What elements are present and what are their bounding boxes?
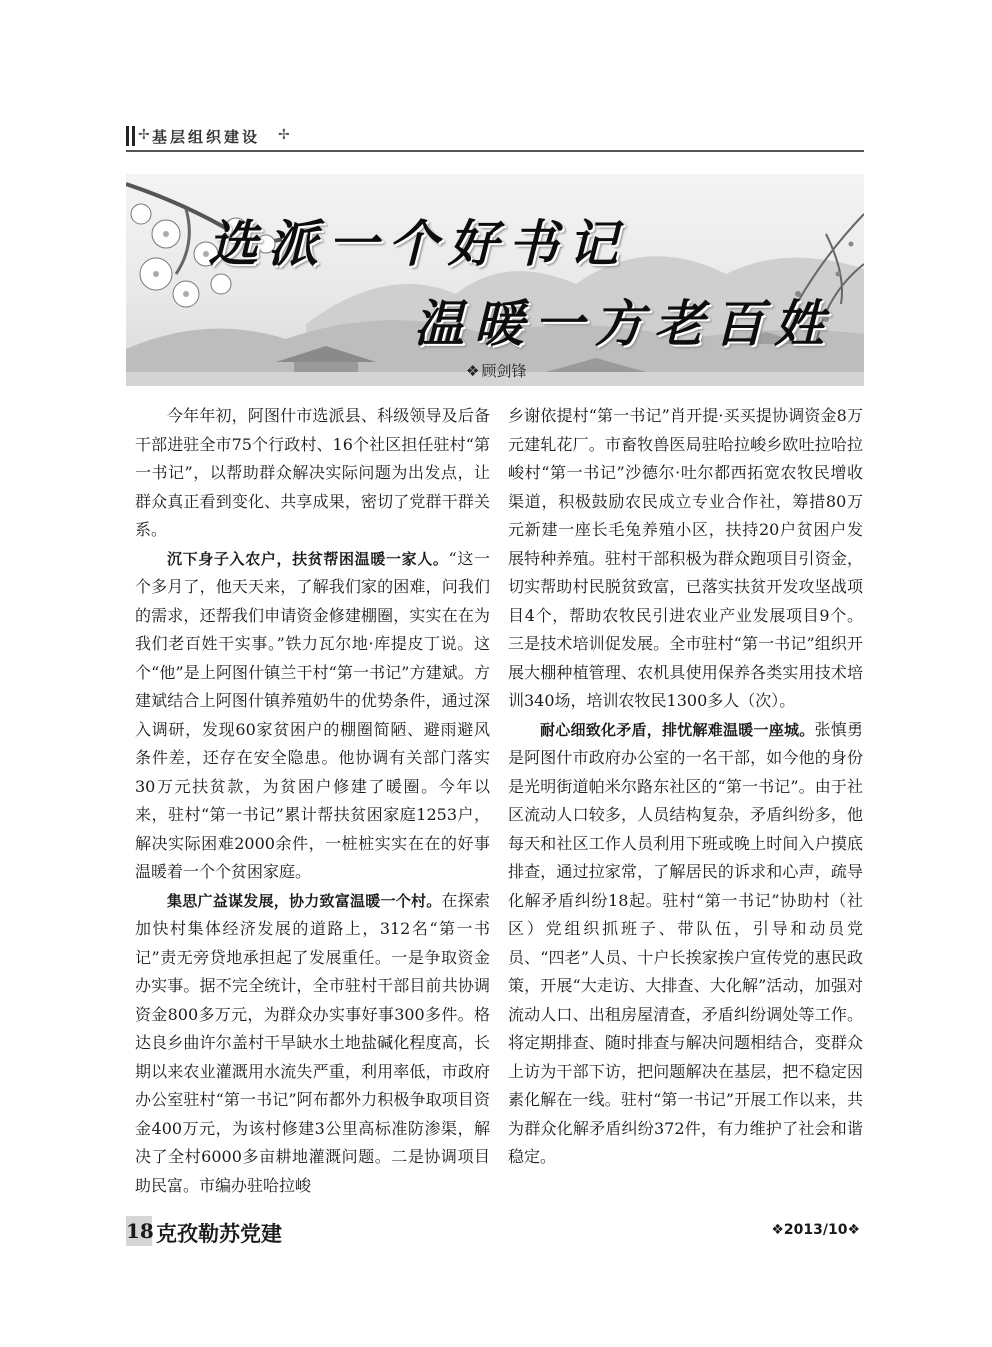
section-divider [126, 150, 864, 152]
paragraph [508, 402, 863, 716]
title-banner [126, 174, 864, 386]
section-label: 基层组织建设 [152, 128, 261, 146]
paragraph-lead: 集思广益谋发展，协力致富温暖一个村。 [167, 891, 442, 910]
article-column-left [135, 402, 490, 1200]
journal-title: 克孜勒苏党建 [156, 1221, 282, 1246]
article-title-line-1: 选派一个好书记 [208, 214, 628, 273]
paragraph [135, 887, 490, 1201]
author-byline [466, 360, 526, 381]
paragraph-text: 乡谢依提村“第一书记”肖开提·买买提协调资金8万元建轧花厂。市畜牧兽医局驻哈拉峻乡欧吐拉哈拉峻村“第一书记”沙德尔·吐尔都西拓宽农牧民增收渠道，积极鼓励农民成立专业合作社，筹措80万元新建一座长毛兔养殖小区，扶持20户贫困户发展特种养殖。驻村干部积极为群众跑项目引资金，切实帮助村民脱贫致富，已落实扶贫开发攻坚战项目4个，帮助农牧民引进农业产业发展项目9个。三是技术培训促发展。全市驻村“第一书记”组织开展大棚种植管理、农机具使用保养各类实用技术培训340场，培训农牧民1300多人（次）。 [508, 406, 863, 710]
paragraph [135, 545, 490, 887]
paragraph [135, 402, 490, 545]
paragraph [508, 716, 863, 1172]
diamond-icon: ❖ [466, 362, 480, 380]
page-footer [126, 1216, 864, 1252]
paragraph-lead: 耐心细致化矛盾，排忧解难温暖一座城。 [540, 720, 815, 739]
page-number: 18 [126, 1216, 152, 1246]
star-icon: ✢ [278, 127, 290, 143]
author-name: 顾剑锋 [481, 362, 527, 380]
issue-label: ❖2013/10❖ [771, 1222, 860, 1238]
paragraph-text: 今年年初，阿图什市选派县、科级领导及后备干部进驻全市75个行政村、16个社区担任驻村“第一书记”，以帮助群众解决实际问题为出发点，让群众真正看到变化、共享成果，密切了党群干群关系。 [135, 406, 490, 539]
section-header [126, 124, 864, 154]
article-title-line-2: 温暖一方老百姓 [414, 294, 834, 353]
section-marker-bar [126, 126, 135, 146]
paragraph-text: “这一个多月了，他天天来，了解我们家的困难，问我们的需求，还帮我们申请资金修建棚圈，实实在在为我们老百姓干实事。”铁力瓦尔地·库提皮丁说。这个“他”是上阿图什镇兰干村“第一书记”方建斌。方建斌结合上阿图什镇养殖奶牛的优势条件，通过深入调研，发现60家贫困户的棚圈简陋、避雨避风条件差，还存在安全隐患。他协调有关部门落实30万元扶贫款，为贫困户修建了暖圈。今年以来，驻村“第一书记”累计帮扶贫困家庭1253户，解决实际困难2000余件，一桩桩实实在在的好事温暖着一个个贫困家庭。 [135, 548, 490, 881]
article-column-right [508, 402, 863, 1172]
paragraph-text: 张慎勇是阿图什市政府办公室的一名干部，如今他的身份是光明街道帕米尔路东社区的“第一书记”。由于社区流动人口较多，人员结构复杂，矛盾纠纷多，他每天和社区工作人员利用下班或晚上时间入户摸底排查，通过拉家常，了解居民的诉求和心声，疏导化解矛盾纠纷18起。驻村“第一书记”协助村（社区）党组织抓班子、带队伍，引导和动员党员、“四老”人员、十户长挨家挨户宣传党的惠民政策，开展“大走访、大排查、大化解”活动，加强对流动人口、出租房屋清查，矛盾纠纷调处等工作。将定期排查、随时排查与解决问题相结合，变群众上访为干部下访，把问题解决在基层，把不稳定因素化解在一线。驻村“第一书记”开展工作以来，共为群众化解矛盾纠纷372件，有力维护了社会和谐稳定。 [508, 719, 863, 1166]
paragraph-text: 在探索加快村集体经济发展的道路上，312名“第一书记”责无旁贷地承担起了发展重任。一是争取资金办实事。据不完全统计，全市驻村干部目前共协调资金800多万元，为群众办实事好事300多件。格达良乡曲许尔盖村干旱缺水土地盐碱化程度高，长期以来农业灌溉用水流失严重，利用率低，市政府办公室驻村“第一书记”阿布都外力积极争取项目资金400万元，为该村修建3公里高标准防渗渠，解决了全村6000多亩耕地灌溉问题。二是协调项目助民富。市编办驻哈拉峻 [135, 890, 490, 1195]
paragraph-lead: 沉下身子入农户，扶贫帮困温暖一家人。 [167, 549, 449, 568]
star-icon: ✢ [138, 127, 150, 143]
